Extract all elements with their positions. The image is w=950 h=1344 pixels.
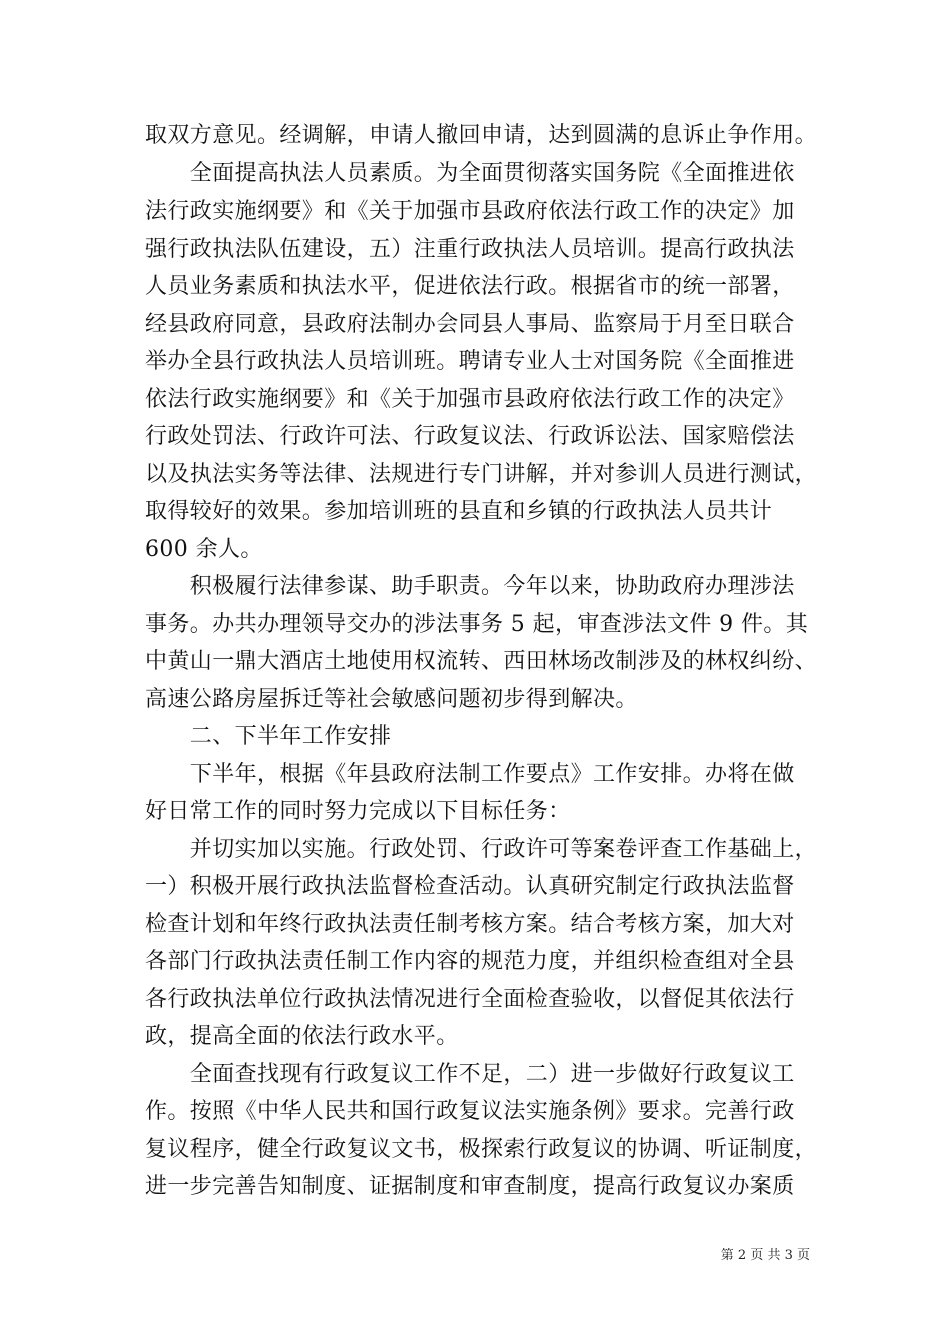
text-line: 作。按照《中华人民共和国行政复议法实施条例》要求。完善行政 [145, 1099, 795, 1124]
text-line: 并切实加以实施。行政处罚、行政许可等案卷评查工作基础上， [145, 837, 818, 862]
text-line: 全面提高执法人员素质。为全面贯彻落实国务院《全面推进依 [145, 161, 795, 186]
text-line: 好日常工作的同时努力完成以下目标任务： [145, 799, 571, 824]
text-line: 以及执法实务等法律、法规进行专门讲解，并对参训人员进行测试， [145, 462, 818, 487]
text-line: 进一步完善告知制度、证据制度和审查制度，提高行政复议办案质 [145, 1174, 795, 1199]
text-line: 各部门行政执法责任制工作内容的规范力度，并组织检查组对全县 [145, 949, 795, 974]
text-line: 积极履行法律参谋、助手职责。今年以来，协助政府办理涉法 [145, 574, 795, 599]
text-line: 依法行政实施纲要》和《关于加强市县政府依法行政工作的决定》 [145, 387, 795, 412]
text-line: 下半年，根据《年县政府法制工作要点》工作安排。办将在做 [145, 762, 795, 787]
section-heading: 二、下半年工作安排 [145, 724, 392, 749]
text-line: 高速公路房屋拆迁等社会敏感问题初步得到解决。 [145, 687, 638, 712]
text-line: 法行政实施纲要》和《关于加强市县政府依法行政工作的决定》加 [145, 199, 795, 224]
text-line: 取双方意见。经调解，申请人撤回申请，达到圆满的息诉止争作用。 [145, 123, 818, 148]
text-line: 举办全县行政执法人员培训班。聘请专业人士对国务院《全面推进 [145, 349, 795, 374]
text-line: 事务。办共办理领导交办的涉法事务 5 起，审查涉法文件 9 件。其 [145, 612, 809, 637]
text-line: 复议程序，健全行政复议文书，极探索行政复议的协调、听证制度， [145, 1137, 818, 1162]
text-line: 强行政执法队伍建设，五）注重行政执法人员培训。提高行政执法 [145, 237, 795, 262]
page-number-footer: 第 2 页 共 3 页 [720, 1248, 810, 1263]
text-line: 人员业务素质和执法水平，促进依法行政。根据省市的统一部署， [145, 274, 795, 299]
text-line: 全面查找现有行政复议工作不足，二）进一步做好行政复议工 [145, 1062, 795, 1087]
text-line: 政，提高全面的依法行政水平。 [145, 1024, 459, 1049]
text-line: 取得较好的效果。参加培训班的县直和乡镇的行政执法人员共计 [145, 499, 773, 524]
text-line: 经县政府同意，县政府法制办会同县人事局、监察局于月至日联合 [145, 312, 795, 337]
text-line: 600 余人。 [145, 537, 263, 562]
text-line: 行政处罚法、行政许可法、行政复议法、行政诉讼法、国家赔偿法 [145, 424, 795, 449]
text-line: 一）积极开展行政执法监督检查活动。认真研究制定行政执法监督 [145, 874, 795, 899]
text-line: 各行政执法单位行政执法情况进行全面检查验收，以督促其依法行 [145, 987, 795, 1012]
text-line: 检查计划和年终行政执法责任制考核方案。结合考核方案，加大对 [145, 912, 795, 937]
text-line: 中黄山一鼎大酒店土地使用权流转、西田林场改制涉及的林权纠纷、 [145, 649, 818, 674]
